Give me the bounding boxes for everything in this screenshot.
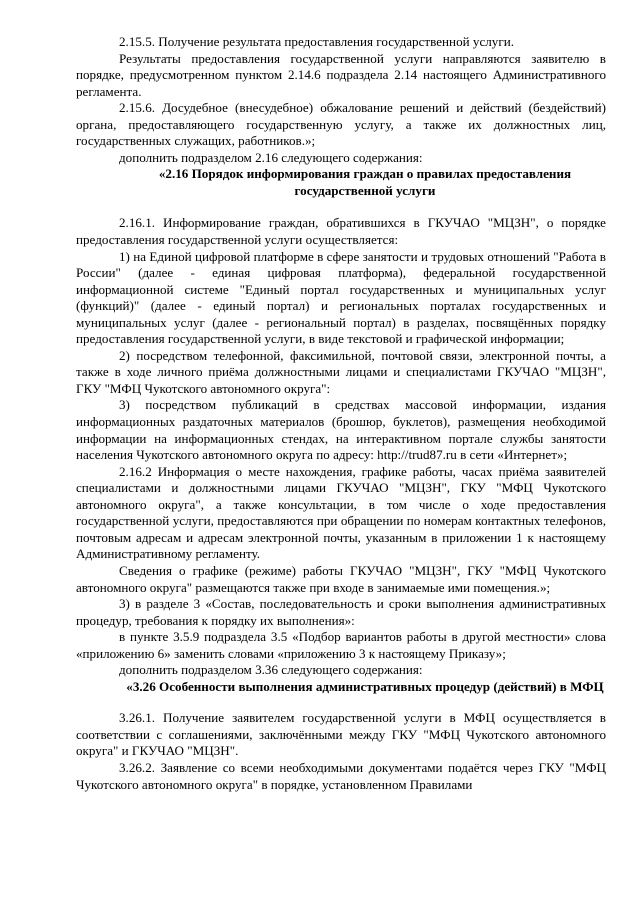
paragraph-2-15-5: 2.15.5. Получение результата предоставления государственной услуги. <box>119 34 514 49</box>
document-page <box>76 34 606 793</box>
spacer <box>76 695 606 710</box>
paragraph-section-3: 3) в разделе 3 «Состав, последовательность и сроки выполнения административных процедур, требования к порядку их выполнения»: <box>76 596 606 628</box>
paragraph-add-3-36: дополнить подразделом 3.36 следующего содержания: <box>119 662 423 678</box>
paragraph-results: Результаты предоставления государственной услуги направляются заявителю в порядке, предусмотренном пунктом 2.14.6 подраздела 2.14 настоящего Административного регламента. <box>76 50 606 99</box>
paragraph-2-16-1: 2.16.1. Информирование граждан, обратившихся в ГКУЧАО "МЦЗН", о порядке предоставления государственной услуги осуществляется: <box>76 215 606 248</box>
paragraph-schedule: Сведения о графике (режиме) работы ГКУЧАО "МЦЗН", ГКУ "МФЦ Чукотского автономного округа" размещаются также при входе в занимаемые ими помещения.»; <box>76 562 606 595</box>
list-item-3: 3) посредством публикаций в средствах массовой информации, издания информационных раздаточных материалов (брошюр, буклетов), размещения необходимой информации на информационных стендах, на интерактивном портале службы занятости населения Чукотского автономного округа по адресу: http://trud87.ru в сети «Интернет»; <box>76 397 606 463</box>
heading-3-26: «3.26 Особенности выполнения административных процедур (действий) в МФЦ <box>126 678 604 694</box>
paragraph-3-26-1: 3.26.1. Получение заявителем государственной услуги в МФЦ осуществляется в соответствии с соглашениями, заключёнными между ГКУ "МФЦ Чукотского автономного округа" и ГКУЧАО "МЦЗН". <box>76 710 606 759</box>
paragraph-2-15-6: 2.15.6. Досудебное (внесудебное) обжалование решений и действий (бездействий) органа, предоставляющего государственную услугу, а также их должностных лиц, государственных служащих, работников.»; <box>76 100 606 149</box>
paragraph-3-26-2: 3.26.2. Заявление со всеми необходимыми документами подаётся через ГКУ "МФЦ Чукотского автономного округа" в порядке, установленном Правилами <box>76 759 606 792</box>
paragraph-add-2-16: дополнить подразделом 2.16 следующего содержания: <box>119 149 423 165</box>
heading-2-16: «2.16 Порядок информирования граждан о правилах предоставления государственной услуги <box>158 166 572 198</box>
paragraph-3-5-9: в пункте 3.5.9 подраздела 3.5 «Подбор вариантов работы в другой местности» слова «приложению 6» заменить словами «приложению 3 к настоящему Приказу»; <box>76 629 606 661</box>
list-item-1: 1) на Единой цифровой платформе в сфере занятости и трудовых отношений "Работа в России" (далее - единая цифровая платформа), федеральной государственной информационной системе "Единый портал государственных и муниципальных услуг (функций)" (далее - единый портал) и региональных порталах государственных и муниципальных услуг (далее - региональный портал) в разделах, посвящённых порядку предоставления государственной услуги, в виде текстовой и графической информации; <box>76 248 606 347</box>
paragraph-2-16-2: 2.16.2 Информация о месте нахождения, графике работы, часах приёма заявителей специалистами и должностными лицами ГКУЧАО "МЦЗН", ГКУ "МФЦ Чукотского автономного округа", а также консультации, в том числе о ходе предоставления государственной услуги, предоставляются при обращении по номерам контактных телефонов, почтовым адресам и адресам электронной почты, указанным в приложении 1 к настоящему Административному регламенту. <box>76 463 606 562</box>
spacer <box>76 199 606 215</box>
list-item-2: 2) посредством телефонной, факсимильной, почтовой связи, электронной почты, а также в ходе личного приёма должностными лицами и специалистами ГКУЧАО "МЦЗН", ГКУ "МФЦ Чукотского автономного округа": <box>76 347 606 396</box>
